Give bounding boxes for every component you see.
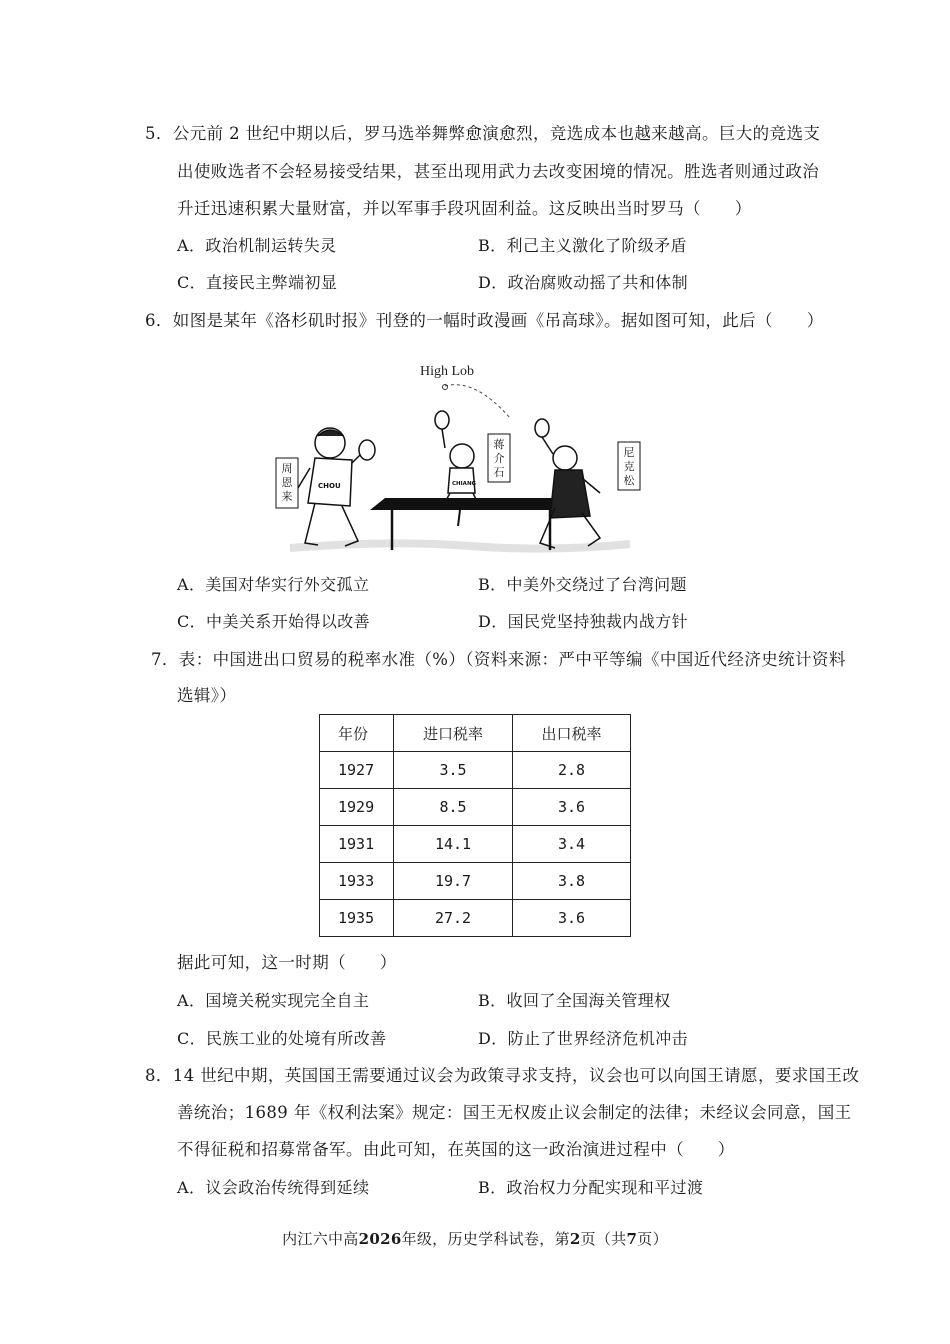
table-row — [320, 752, 631, 789]
cell-year: 1933 — [320, 863, 394, 900]
political-cartoon — [270, 358, 658, 558]
cell-export: 3.8 — [513, 863, 631, 900]
q8-line-1: 8．14 世纪中期，英国国王需要通过议会为政策寻求支持，议会也可以向国王请愿，要求国王改 — [145, 1066, 860, 1085]
table-row — [320, 900, 631, 937]
footer-page-number: 2 — [569, 1230, 581, 1248]
footer-end: 页） — [637, 1230, 668, 1248]
label-chiang-3: 石 — [493, 466, 505, 479]
q7-line-1: 7．表：中国进出口贸易的税率水准（%）（资料来源：严中平等编《中国近代经济史统计资料 — [151, 650, 846, 669]
header-year: 年份 — [320, 715, 394, 752]
q7-option-a: A．国境关税实现完全自主 — [177, 991, 370, 1010]
label-chiang-1: 蒋 — [493, 438, 505, 451]
header-import: 进口税率 — [394, 715, 513, 752]
cell-import: 19.7 — [394, 863, 513, 900]
cell-export: 3.6 — [513, 789, 631, 826]
cell-import: 3.5 — [394, 752, 513, 789]
label-zhou-1: 周 — [281, 462, 293, 475]
nixon-figure — [535, 419, 600, 548]
q8-option-b: B．政治权力分配实现和平过渡 — [478, 1178, 704, 1197]
footer-middle: 年级，历史学科试卷，第 — [401, 1230, 570, 1248]
q6-line: 6．如图是某年《洛杉矶时报》刊登的一幅时政漫画《吊高球》。据如图可知，此后（ ） — [145, 311, 824, 330]
footer-total-pages: 7 — [626, 1230, 638, 1248]
cell-year: 1929 — [320, 789, 394, 826]
cell-import: 27.2 — [394, 900, 513, 937]
ball-trajectory — [445, 385, 510, 418]
q8-option-a: A．议会政治传统得到延续 — [177, 1178, 370, 1197]
q7-option-b: B．收回了全国海关管理权 — [478, 991, 671, 1010]
label-nixon-1: 尼 — [623, 446, 635, 459]
q5-option-b: B．利己主义激化了阶级矛盾 — [478, 236, 687, 255]
q6-option-d: D．国民党坚持独裁内战方针 — [478, 612, 689, 631]
q7-option-d: D．防止了世界经济危机冲击 — [478, 1029, 689, 1048]
cell-year: 1927 — [320, 752, 394, 789]
ground — [290, 543, 630, 548]
cell-year: 1935 — [320, 900, 394, 937]
q6-option-b: B．中美外交绕过了台湾问题 — [478, 575, 687, 594]
cell-export: 3.6 — [513, 900, 631, 937]
q5-line-3: 升迁迅速积累大量财富，并以军事手段巩固利益。这反映出当时罗马（ ） — [177, 199, 752, 218]
q5-line-2: 出使败选者不会轻易接受结果，甚至出现用武力去改变困境的情况。胜选者则通过政治 — [177, 162, 820, 181]
footer-prefix: 内江六中高 — [282, 1230, 359, 1248]
label-nixon-2: 克 — [623, 460, 635, 473]
q6-option-c: C．中美关系开始得以改善 — [177, 612, 371, 631]
cell-year: 1931 — [320, 826, 394, 863]
header-export: 出口税率 — [513, 715, 631, 752]
tax-rate-table — [319, 714, 631, 937]
q7-line-2: 选辑》） — [177, 686, 237, 705]
chiang-figure — [435, 411, 480, 508]
label-nixon-3: 松 — [623, 474, 635, 487]
q5-option-c: C．直接民主弊端初显 — [177, 273, 338, 292]
table-row — [320, 863, 631, 900]
cartoon-title: High Lob — [420, 364, 475, 379]
label-zhou-3: 来 — [281, 490, 293, 503]
q8-line-2: 善统治；1689 年《权利法案》规定：国王无权废止议会制定的法律；未经议会同意，国王 — [177, 1103, 852, 1122]
ball — [443, 385, 448, 390]
footer-suffix: 页（共 — [580, 1230, 627, 1248]
table-header-row — [320, 715, 631, 752]
q7-after-table: 据此可知，这一时期（ ） — [177, 953, 397, 972]
q5-line-1: 5．公元前 2 世纪中期以后，罗马选举舞弊愈演愈烈，竞选成本也越来越高。巨大的竞选支 — [145, 124, 821, 143]
q6-option-a: A．美国对华实行外交孤立 — [177, 575, 370, 594]
q5-option-d: D．政治腐败动摇了共和体制 — [478, 273, 689, 292]
table-row — [320, 789, 631, 826]
q7-option-c: C．民族工业的处境有所改善 — [177, 1029, 387, 1048]
shirt-label-chiang: CHIANG — [452, 481, 477, 487]
cell-export: 2.8 — [513, 752, 631, 789]
q5-option-a: A．政治机制运转失灵 — [177, 236, 337, 255]
table-row — [320, 826, 631, 863]
footer-grade: 2026 — [358, 1230, 402, 1248]
cell-import: 14.1 — [394, 826, 513, 863]
shirt-label-chou: CHOU — [318, 482, 341, 490]
ping-pong-table — [370, 498, 570, 510]
label-chiang-2: 介 — [493, 452, 505, 465]
cell-export: 3.4 — [513, 826, 631, 863]
q8-line-3: 不得征税和招募常备军。由此可知，在英国的这一政治演进过程中（ ） — [177, 1140, 735, 1159]
cell-import: 8.5 — [394, 789, 513, 826]
label-zhou-2: 恩 — [281, 476, 293, 489]
page-footer — [0, 1228, 950, 1249]
